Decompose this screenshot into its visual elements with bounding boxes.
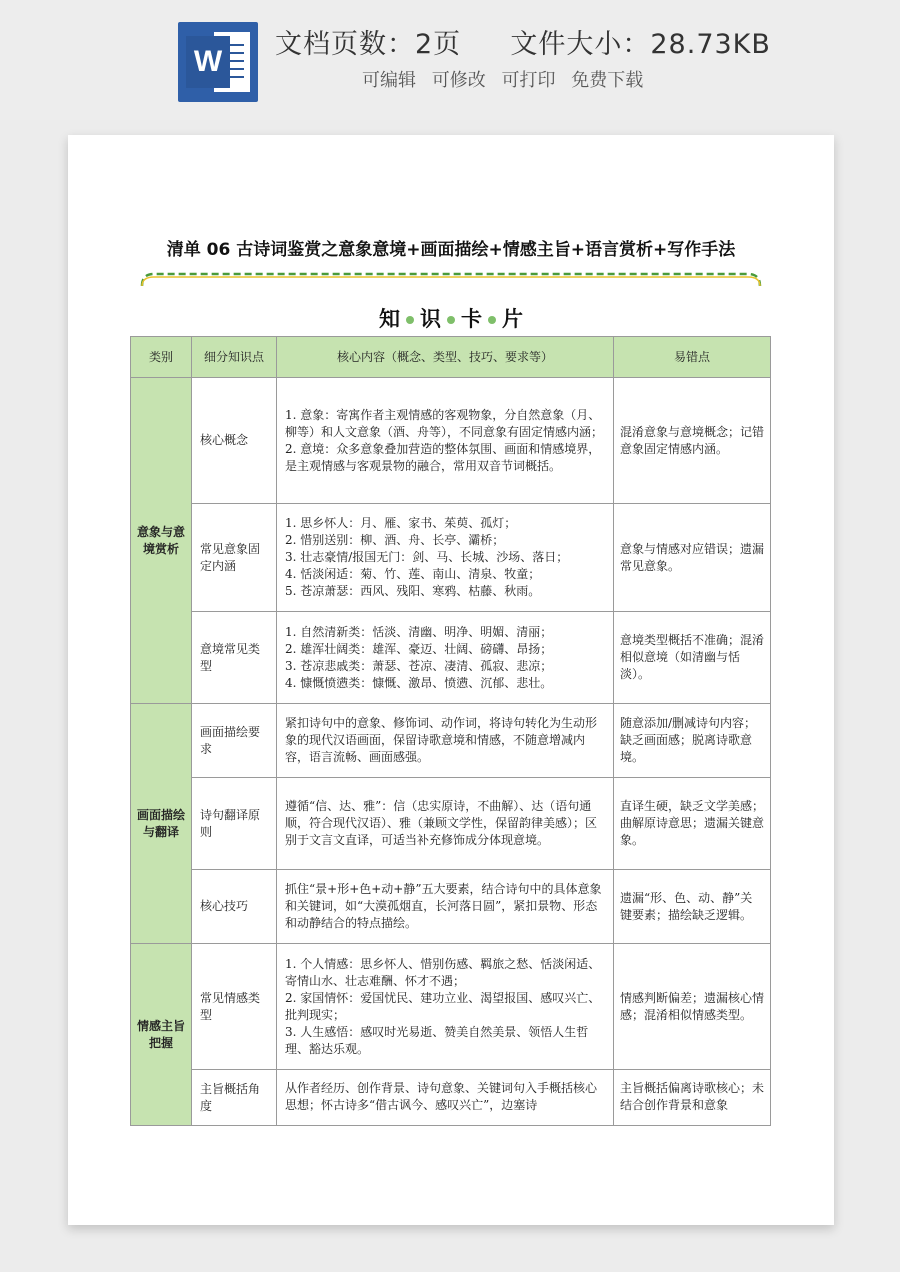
table-row — [131, 378, 771, 504]
core-content-cell: 遵循“信、达、雅”：信（忠实原诗，不曲解）、达（语句通顺，符合现代汉语）、雅（兼顾文学性，保留韵律美感）；区别于文言文直译，可适当补充修饰成分体现意境。 — [277, 778, 614, 870]
subpoint-cell: 常见意象固定内涵 — [192, 504, 277, 612]
subpoint-cell: 主旨概括角度 — [192, 1070, 277, 1126]
table-row — [131, 704, 771, 778]
title-divider-decoration — [140, 268, 762, 288]
header-category: 类别 — [131, 337, 192, 378]
table-row — [131, 778, 771, 870]
document-page — [68, 135, 834, 1225]
core-content-cell: 1. 自然清新类：恬淡、清幽、明净、明媚、清丽； 2. 雄浑壮阔类：雄浑、豪迈、壮阔、磅礴、昂扬； 3. 苍凉悲戚类：萧瑟、苍凉、凄清、孤寂、悲凉； 4. 慷慨愤懑类：慷慨、激昂、愤懑、沉郁、悲壮。 — [277, 612, 614, 704]
header-subpoint: 细分知识点 — [192, 337, 277, 378]
header-core: 核心内容（概念、类型、技巧、要求等） — [277, 337, 614, 378]
core-content-cell: 1. 思乡怀人：月、雁、家书、茱萸、孤灯； 2. 惜别送别：柳、酒、舟、长亭、灞桥； 3. 壮志豪情/报国无门：剑、马、长城、沙场、落日； 4. 恬淡闲适：菊、竹、莲、南山、清泉、牧童； 5. 苍凉萧瑟：西风、残阳、寒鸦、枯藤、秋雨。 — [277, 504, 614, 612]
file-size: 文件大小：28.73KB — [510, 29, 771, 60]
core-content-cell: 紧扣诗句中的意象、修饰词、动作词，将诗句转化为生动形象的现代汉语画面，保留诗歌意境和情感，不随意增减内容，语言流畅、画面感强。 — [277, 704, 614, 778]
word-doc-icon: W — [178, 22, 258, 102]
table-row — [131, 870, 771, 944]
dot-icon — [488, 316, 496, 324]
subpoint-cell: 核心技巧 — [192, 870, 277, 944]
table-row — [131, 944, 771, 1070]
subpoint-cell: 画面描绘要求 — [192, 704, 277, 778]
header-error: 易错点 — [614, 337, 771, 378]
file-info-header — [0, 0, 900, 120]
dot-icon — [447, 316, 455, 324]
subpoint-cell: 诗句翻译原则 — [192, 778, 277, 870]
core-content-cell: 从作者经历、创作背景、诗句意象、关键词句入手概括核心思想；怀古诗多“借古讽今、感叹兴亡”，边塞诗 — [277, 1070, 614, 1126]
error-cell: 意象与情感对应错误；遗漏常见意象。 — [614, 504, 771, 612]
error-cell: 直译生硬，缺乏文学美感；曲解原诗意思；遗漏关键意象。 — [614, 778, 771, 870]
error-cell: 遗漏“形、色、动、静”关键要素；描绘缺乏逻辑。 — [614, 870, 771, 944]
category-cell: 情感主旨把握 — [131, 944, 192, 1126]
feature-tags — [362, 66, 653, 92]
tag-free-download: 免费下载 — [571, 70, 644, 91]
document-title: 清单 06 古诗词鉴赏之意象意境+画面描绘+情感主旨+语言赏析+写作手法 — [166, 240, 736, 260]
error-cell: 意境类型概括不准确；混淆相似意境（如清幽与恬淡）。 — [614, 612, 771, 704]
subpoint-cell: 常见情感类型 — [192, 944, 277, 1070]
subpoint-cell: 核心概念 — [192, 378, 277, 504]
core-content-cell: 抓住“景+形+色+动+静”五大要素，结合诗句中的具体意象和关键词，如“大漠孤烟直，长河落日圆”，紧扣景物、形态和动静结合的特点描绘。 — [277, 870, 614, 944]
error-cell: 混淆意象与意境概念；记错意象固定情感内涵。 — [614, 378, 771, 504]
core-content-cell: 1. 意象：寄寓作者主观情感的客观物象，分自然意象（月、柳等）和人文意象（酒、舟等），不同意象有固定情感内涵； 2. 意境：众多意象叠加营造的整体氛围、画面和情感境界，是主观情感与客观景物的融合，常用双音节词概括。 — [277, 378, 614, 504]
dot-icon — [406, 316, 414, 324]
tag-printable: 可打印 — [501, 70, 556, 91]
knowledge-card-title: 知 识 卡 片 — [379, 307, 523, 331]
page-count: 文档页数：2页 — [275, 29, 462, 60]
table-row — [131, 504, 771, 612]
table-row — [131, 1070, 771, 1126]
tag-editable: 可编辑 — [362, 70, 416, 91]
tag-modifiable: 可修改 — [431, 70, 486, 91]
subpoint-cell: 意境常见类型 — [192, 612, 277, 704]
table-row — [131, 612, 771, 704]
category-cell: 画面描绘与翻译 — [131, 704, 192, 944]
table-header-row — [131, 337, 771, 378]
error-cell: 主旨概括偏离诗歌核心；未结合创作背景和意象 — [614, 1070, 771, 1126]
category-cell: 意象与意境赏析 — [131, 378, 192, 704]
error-cell: 随意添加/删减诗句内容；缺乏画面感；脱离诗歌意境。 — [614, 704, 771, 778]
error-cell: 情感判断偏差；遗漏核心情感；混淆相似情感类型。 — [614, 944, 771, 1070]
core-content-cell: 1. 个人情感：思乡怀人、惜别伤感、羁旅之愁、恬淡闲适、寄情山水、壮志难酬、怀才不遇； 2. 家国情怀：爱国忧民、建功立业、渴望报国、感叹兴亡、批判现实； 3. 人生感悟：感叹时光易逝、赞美自然美景、领悟人生哲理、豁达乐观。 — [277, 944, 614, 1070]
knowledge-table — [130, 336, 771, 1126]
